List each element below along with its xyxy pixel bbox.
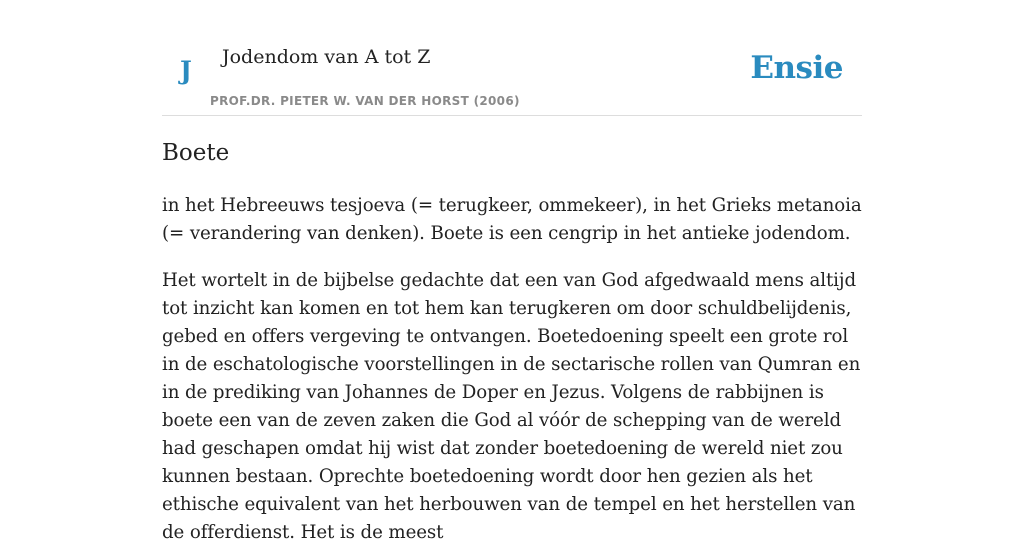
entry-paragraph-2: Het wortelt in de bijbelse gedachte dat een van God afgedwaald mens altijd tot inzicht kan komen en tot hem kan terugkeren om door schuldbelijdenis, gebed en offers vergeving te ontvangen. Boetedoening speelt een grote rol in de eschatologische voorstellingen in de sectarische rollen van Qumran en in de prediking van Johannes de Doper en Jezus. Volgens de rabbijnen is boete een van de zeven zaken die God al vóór de schepping van de wereld had geschapen omdat hij wist dat zonder boetedoening de wereld niet zou kunnen bestaan. Oprechte boetedoening wordt door hen gezien als het ethische equivalent van het herbouwen van de tempel en het herstellen van de offerdienst. Het is de meest (162, 270, 861, 543)
entry-paragraph-1: in het Hebreeuws tesjoeva (= terugkeer, ommekeer), in het Grieks metanoia (= verandering van denken). Boete is een cengrip in het antieke jodendom. (162, 195, 862, 244)
ensie-logo[interactable]: Ensie (750, 50, 843, 86)
book-logo-icon[interactable]: J (180, 56, 192, 85)
author-line: PROF.DR. PIETER W. VAN DER HORST (2006) (210, 94, 520, 108)
book-title-link[interactable]: Jodendom van A tot Z (222, 46, 431, 68)
article-page (162, 0, 862, 543)
entry-title: Boete (162, 140, 230, 166)
page-header (162, 0, 862, 116)
